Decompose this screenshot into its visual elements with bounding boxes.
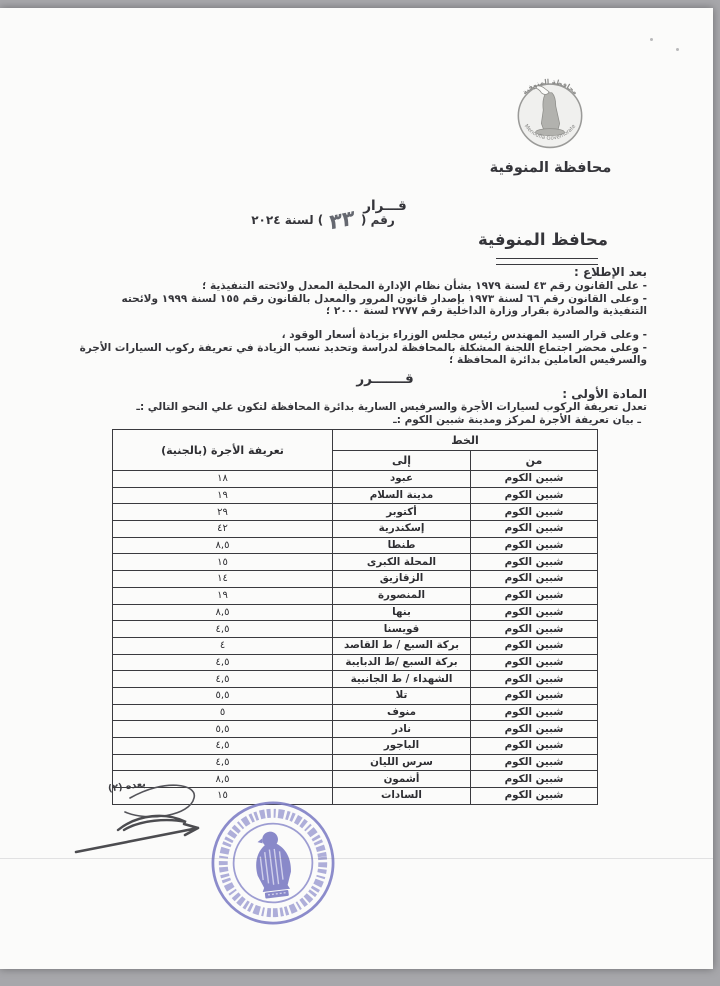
fare-cell: ٤ [113,637,333,654]
fare-cell: ٥,٥ [113,687,333,704]
from-cell: شبين الكوم [471,654,598,671]
from-cell: شبين الكوم [471,754,598,771]
fare-cell: ٤,٥ [113,754,333,771]
table-row [113,554,598,571]
decree-number-handwritten: ٣٣ [329,205,356,235]
from-cell: شبين الكوم [471,637,598,654]
fare-cell: ٤٢ [113,521,333,538]
fare-column-header: تعريفة الأجرة (بالجنية) [113,430,333,471]
from-cell: شبين الكوم [471,604,598,621]
table-row [113,487,598,504]
preamble-list [75,280,647,367]
from-cell: شبين الكوم [471,771,598,788]
preamble-item: - وعلى قرار السيد المهندس رئيس مجلس الوزراء بزيادة أسعار الوقود ، [281,328,647,341]
from-cell: شبين الكوم [471,621,598,638]
from-cell: شبين الكوم [471,471,598,488]
fare-cell: ٢٩ [113,504,333,521]
article-one-heading: المادة الأولى : [562,387,647,401]
fare-cell: ٥ [113,704,333,721]
from-cell: شبين الكوم [471,537,598,554]
decree-number-prefix: رقم ( [360,213,395,227]
governorate-seal [502,62,598,158]
scan-speck [676,48,679,51]
table-row [113,704,598,721]
preamble-item: - وعلى محضر اجتماع اللجنة المشكلة بالمحافظة لدراسة وتحديد نسب الزيادة في تعريفة ركوب السيارات الأجرة والسرفيس العاملين بدائرة المحافظة ؛ [79,341,647,367]
from-cell: شبين الكوم [471,738,598,755]
fare-cell: ١٥ [113,788,333,805]
from-column-header: من [471,451,598,471]
table-row [113,754,598,771]
to-cell: طنطا [333,537,471,554]
preamble-item: - على القانون رقم ٤٣ لسنة ١٩٧٩ بشأن نظام الإدارة المحلية المعدل ولائحته التنفيذية ؛ [202,280,647,292]
handwritten-page-note: بعده (٢) [107,778,147,795]
table-row [113,721,598,738]
to-cell: الشهداء / ط الجانبية [333,671,471,688]
scan-speck [650,38,653,41]
table-row [113,671,598,688]
seal-arc-text-top: محافظة المنوفية [520,77,580,97]
to-cell: قويسنا [333,621,471,638]
fare-cell: ٤,٥ [113,654,333,671]
from-cell: شبين الكوم [471,721,598,738]
table-row [113,471,598,488]
fare-cell: ٤,٥ [113,738,333,755]
table-row [113,571,598,588]
to-cell: نادر [333,721,471,738]
to-column-header: إلى [333,451,471,471]
from-cell: شبين الكوم [471,521,598,538]
to-cell: السادات [333,788,471,805]
fare-cell: ٨,٥ [113,537,333,554]
to-cell: الزقازيق [333,571,471,588]
to-cell: أكتوبر [333,504,471,521]
fare-cell: ١٥ [113,554,333,571]
table-row [113,537,598,554]
to-cell: أشمون [333,771,471,788]
decree-title: قـــرار [363,198,407,214]
fare-cell: ١٤ [113,571,333,588]
to-cell: بركة السبع /ط الدبايبة [333,654,471,671]
table-row [113,521,598,538]
fare-table [112,429,598,805]
from-cell: شبين الكوم [471,504,598,521]
table-row [113,587,598,604]
table-row [113,504,598,521]
to-cell: تلا [333,687,471,704]
fare-cell: ١٩ [113,487,333,504]
to-cell: الباجور [333,738,471,755]
fare-cell: ٨,٥ [113,604,333,621]
fare-cell: ٤,٥ [113,621,333,638]
official-stamp-icon [200,790,345,937]
preamble-item: - وعلى القانون رقم ٦٦ لسنة ١٩٧٣ بإصدار قانون المرور والمعدل بالقانون رقم ١٥٥ لسنة ١٩٩٩ ولائحته التنفيذية والصادرة بقرار وزارة الداخلية رقم ٢٧٧٧ لسنة ٢٠٠٠ ؛ [121,292,647,318]
document-page [0,8,713,969]
to-cell: بركة السبع / ط القاصد [333,637,471,654]
table-row [113,654,598,671]
table-row [113,687,598,704]
to-cell: بنها [333,604,471,621]
fare-table-body [113,471,598,805]
from-cell: شبين الكوم [471,587,598,604]
issuer-title: محافظ المنوفية [477,230,609,249]
to-cell: المنصورة [333,587,471,604]
from-cell: شبين الكوم [471,704,598,721]
from-cell: شبين الكوم [471,571,598,588]
official-stamp [200,790,345,937]
to-cell: سرس الليان [333,754,471,771]
table-row [113,621,598,638]
from-cell: شبين الكوم [471,554,598,571]
stamp-eagle-icon [252,830,294,900]
to-cell: إسكندرية [333,521,471,538]
article-one-line2: ـ بيان تعريفة الأجرة لمركز ومدينة شبين الكوم :ـ [393,414,641,426]
fare-cell: ٥,٥ [113,721,333,738]
table-header-row [113,430,598,451]
from-cell: شبين الكوم [471,687,598,704]
seal-arc-text-bottom: Menoufia Governorate [522,123,578,142]
from-cell: شبين الكوم [471,788,598,805]
fare-cell: ٨,٥ [113,771,333,788]
issuer-underline [496,258,598,265]
paper-crease [0,858,713,859]
from-cell: شبين الكوم [471,671,598,688]
table-row [113,637,598,654]
fare-cell: ٤,٥ [113,671,333,688]
fare-cell: ١٨ [113,471,333,488]
line-column-header: الخط [333,430,598,451]
org-name: محافظة المنوفية [489,160,612,176]
from-cell: شبين الكوم [471,487,598,504]
decree-number-suffix: ) لسنة ٢٠٢٤ [251,213,324,227]
preamble-heading: بعد الإطلاع : [573,265,647,279]
table-row [113,738,598,755]
to-cell: مدينة السلام [333,487,471,504]
decision-word: قـــــــرر [356,371,414,387]
article-one-line1: تعدل تعريفة الركوب لسيارات الأجرة والسرفيس السارية بدائرة المحافظة لتكون علي النحو التالي :ـ [136,401,647,413]
to-cell: المحلة الكبرى [333,554,471,571]
to-cell: منوف [333,704,471,721]
table-row [113,604,598,621]
governorate-seal-icon [502,62,598,158]
to-cell: عبود [333,471,471,488]
fare-cell: ١٩ [113,587,333,604]
